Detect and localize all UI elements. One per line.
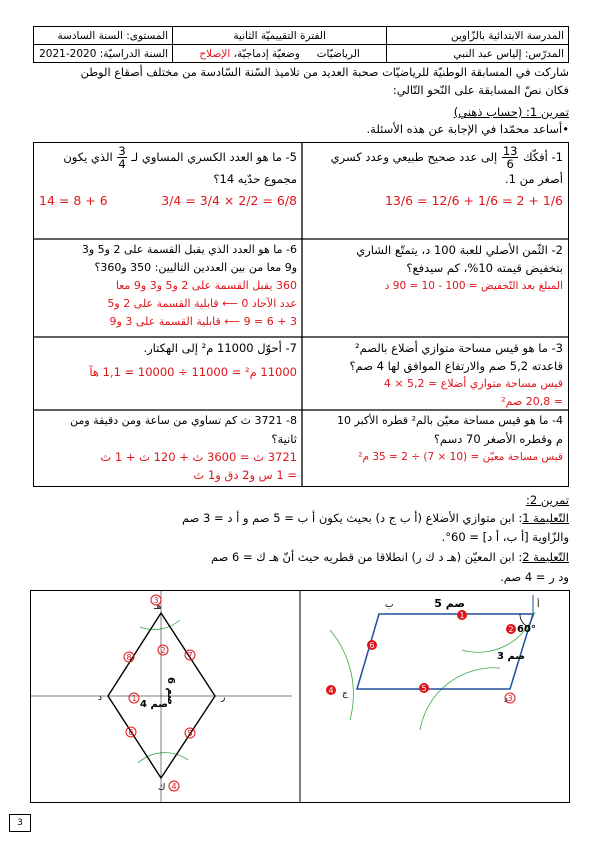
- q3-line2: قاعدته 5,2 صم والارتفاع الموافق لها 4 صم؟: [349, 359, 563, 373]
- para-vertex-d: د: [504, 695, 509, 705]
- q3-answer-2: = 20,8 صم²: [501, 395, 563, 408]
- q5-answer: 3/4 = 3/4 × 2/2 = 6/8: [161, 193, 297, 208]
- q6-answer-3: 3 + 6 = 9 ⟵ قابلية القسمة على 3 و9: [109, 315, 297, 328]
- figures-frame: [30, 590, 570, 803]
- rhombus-step-markers: [124, 595, 195, 791]
- rhombus-long-diag: 6 صم: [165, 677, 176, 705]
- para-angle-label: 60°: [517, 624, 536, 635]
- svg-text:2: 2: [160, 646, 166, 655]
- intro-line1: شاركت في المسابقة الوطنيّة للرياضيّات صحبة العديد من تلاميذ السّنة السّادسة من مختلف أصقاع الوطن: [80, 66, 569, 79]
- question-4: [302, 410, 568, 486]
- q3-line1: 3- ما هو قيس مساحة متوازي أضلاع بالصم²: [354, 341, 563, 355]
- q2-line1: 2- الثّمن الأصلي للعبة 100 د، يتمتّع الشاري: [356, 243, 563, 257]
- rhombus-vertex-d: د: [98, 693, 103, 703]
- ex2-task2: [211, 550, 569, 564]
- rhombus-vertex-h: هـ: [154, 602, 162, 612]
- svg-text:2: 2: [508, 625, 514, 634]
- q1-text-c: أصغر من 1.: [504, 172, 563, 186]
- svg-text:8: 8: [126, 653, 132, 662]
- svg-text:3: 3: [507, 694, 513, 703]
- svg-text:1: 1: [459, 611, 465, 620]
- parallelogram-figure: [330, 595, 535, 730]
- ex2-task1-line2: والزّاوية [أ ب، أ د] = 60°.: [441, 530, 569, 544]
- school-name: المدرسة الابتدائية بالزّاوين: [387, 27, 569, 45]
- task1-text: : ابن متوازي الأضلاع (أ ب ج د) بحيث يكون أ ب = 5 صم و أ د = 3 صم: [181, 511, 523, 525]
- question-6: [34, 239, 302, 337]
- q2-answer: المبلغ بعد التّخفيض = 100 - 10 = 90 د: [384, 280, 563, 292]
- q5-text-a: 5- ما هو العدد الكسري المساوي لـ: [131, 150, 297, 164]
- para-vertex-a: أ: [537, 600, 540, 610]
- page-number: 3: [9, 814, 31, 832]
- teacher-name: المدرّس: إلياس عبد النبي: [387, 45, 569, 63]
- ex2-task2-line2: ود ر = 4 صم.: [500, 570, 569, 584]
- q5-text-b: الذي يكون: [63, 150, 113, 164]
- question-1: [302, 143, 568, 239]
- task2-label: التّعليمة 2: [522, 550, 569, 564]
- task1-label: التّعليمة 1: [522, 511, 569, 525]
- q8-answer-2: = 1 س و2 دق و1 ث: [193, 468, 297, 482]
- situation: وضعيّة إدماجيّة،: [230, 47, 300, 60]
- q6-line2: و9 معا من بين العددين التاليين: 350 و360؟: [94, 261, 297, 274]
- ex1-instruction: •أساعد محمّدا في الإجابة عن هذه الأسئلة.: [366, 122, 569, 136]
- subject-cell: [173, 45, 387, 63]
- q1-answer: 13/6 = 12/6 + 1/6 = 2 + 1/6: [384, 193, 563, 208]
- q6-answer-2: عدد الآحاد 0 ⟵ قابلية القسمة على 2 و5: [107, 297, 297, 310]
- q1-text-a: 1- أفكّك: [523, 150, 563, 164]
- ex1-title: تمرين 1: (حساب ذهني): [453, 105, 569, 119]
- svg-text:3: 3: [153, 596, 159, 605]
- question-7: [34, 337, 302, 410]
- question-3: [302, 337, 568, 410]
- q8-line1: 8- 3721 ث كم تساوي من ساعة ومن دقيقة ومن: [70, 414, 297, 427]
- q1-fraction: $\frac{13}{6}$: [502, 144, 518, 171]
- ex2-task1: [182, 511, 569, 525]
- q2-line2: بتخفيض قيمته 10%، كم سيدفع؟: [406, 261, 563, 275]
- q5-answer-b: 14 = 8 + 6: [39, 193, 108, 208]
- exercise-grid: [33, 142, 569, 487]
- school-year: السنة الدراسيّة: 2020-2021: [34, 45, 173, 63]
- header-table: [33, 26, 569, 63]
- svg-text:6: 6: [369, 641, 375, 650]
- para-vertex-b: ب: [385, 600, 394, 610]
- rhombus-vertex-r: ر: [221, 693, 226, 703]
- question-5: [34, 143, 302, 239]
- period-title: الفترة التقييميّة الثانية: [173, 27, 387, 45]
- svg-text:4: 4: [328, 686, 334, 695]
- svg-text:5: 5: [421, 684, 427, 693]
- svg-text:4: 4: [171, 782, 177, 791]
- question-2: [302, 239, 568, 337]
- para-diag-label: 3 صم: [497, 651, 525, 662]
- rhombus-short-diag: 4 صم: [140, 699, 168, 710]
- q7-line1: 7- أحوّل 11000 م² إلى الهكتار.: [143, 341, 297, 355]
- q4-line1: 4- ما هو قيس مساحة معيّن بالم² قطره الأكبر 10: [337, 414, 563, 427]
- rhombus-vertex-k: ك: [158, 783, 166, 793]
- svg-text:6: 6: [128, 728, 134, 737]
- q5-answer-row: [39, 192, 297, 210]
- task2-text: : ابن المعيّن (هـ د ك ر) انطلاقا من قطريه حيث أنّ هـ ك = 6 صم: [210, 550, 523, 564]
- q1-text-b: إلى عدد صحيح طبيعي وعدد كسري: [330, 150, 498, 164]
- q4-line2: م وقطره الأصغر 70 دسم؟: [433, 432, 563, 446]
- para-side-label: 5 صم: [434, 597, 465, 610]
- q6-answer-1: 360 يقبل القسمة على 2 و5 و3 و9 معا: [115, 279, 297, 292]
- q7-answer: 11000 م² = 11000 ÷ 10000 = 1,1 هآ: [89, 365, 297, 379]
- svg-text:7: 7: [187, 651, 193, 660]
- q4-answer: قيس مساحة معيّن = (10 × 7) ÷ 2 = 35 م²: [358, 451, 563, 463]
- svg-text:5: 5: [187, 729, 193, 738]
- q5-text-c: مجموع حدّيه 14؟: [213, 172, 297, 186]
- question-8: [34, 410, 302, 486]
- q8-line2: ثانية؟: [271, 432, 297, 446]
- svg-text:1: 1: [131, 694, 137, 703]
- correction-label: الإصلاح: [199, 47, 231, 60]
- q3-answer-1: قيس مساحة متوازي أضلاع = 5,2 × 4: [383, 377, 563, 390]
- level: المستوى: السنة السادسة: [34, 27, 173, 45]
- q5-fraction: $\frac{3}{4}$: [118, 144, 126, 171]
- subject: الرياضيّات: [316, 47, 360, 60]
- para-vertex-c: ج: [342, 689, 348, 699]
- intro-line2: فكان نصّ المسابقة على النّحو التّالي:: [392, 83, 569, 97]
- q6-line1: 6- ما هو العدد الذي يقبل القسمة على 2 و5 و3: [81, 243, 297, 256]
- q8-answer-1: 3721 ث = 3600 ث + 120 ث + 1 ث: [100, 450, 297, 464]
- ex2-title: تمرين 2:: [525, 493, 569, 507]
- rhombus-figure: [30, 590, 292, 803]
